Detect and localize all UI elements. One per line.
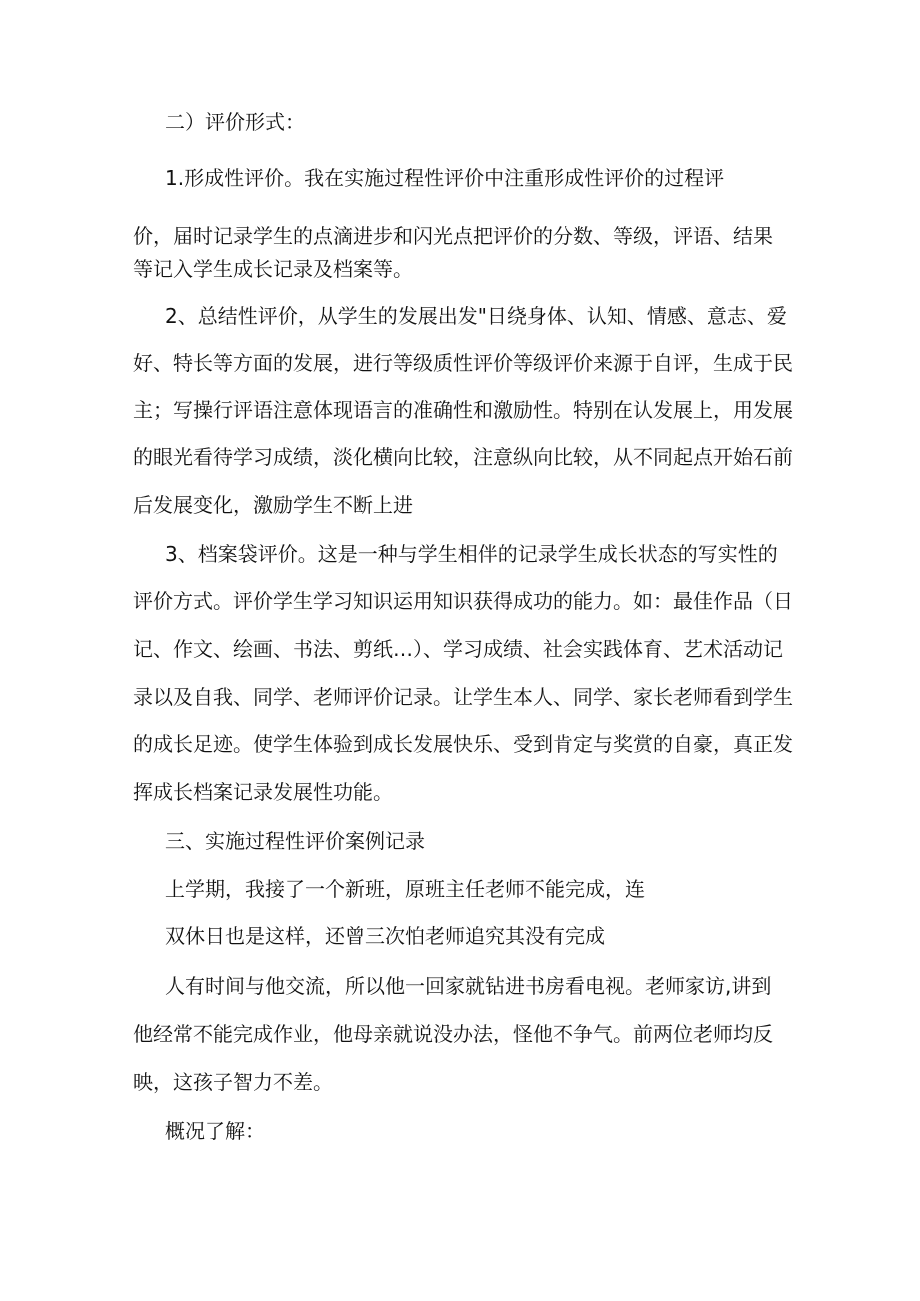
paragraph-line: 的成长足迹。使学生体验到成长发展快乐、受到肯定与奖赏的自豪，真正发 (133, 732, 793, 756)
section-heading-case-record: 三、实施过程性评价案例记录 (165, 829, 425, 853)
section-heading-overview: 概况了解： (165, 1119, 265, 1143)
paragraph-line: 记、作文、绘画、书法、剪纸…）、学习成绩、社会实践体育、艺术活动记 (133, 637, 783, 661)
paragraph-line: 录以及自我、同学、老师评价记录。让学生本人、同学、家长老师看到学生 (133, 685, 793, 709)
paragraph-line: 后发展变化，激励学生不断上进 (133, 493, 413, 517)
paragraph-line: 等记入学生成长记录及档案等。 (133, 257, 413, 281)
paragraph-line: 双休日也是这样，还曾三次怕老师追究其没有完成 (165, 924, 605, 948)
paragraph-line: 评价方式。评价学生学习知识运用知识获得成功的能力。如：最佳作品（日 (133, 589, 793, 613)
paragraph-line: 主；写操行评语注意体现语言的准确性和激励性。特别在认发展上，用发展 (133, 398, 793, 422)
section-heading-evaluation-form: 二）评价形式： (165, 110, 305, 134)
paragraph-line: 他经常不能完成作业，他母亲就说没办法，怪他不争气。前两位老师均反 (133, 1022, 773, 1046)
paragraph-line: 人有时间与他交流，所以他一回家就钻进书房看电视。老师家访,讲到 (165, 974, 772, 998)
paragraph-line: 挥成长档案记录发展性功能。 (133, 780, 393, 804)
paragraph-line: 的眼光看待学习成绩，淡化横向比较，注意纵向比较，从不同起点开始石前 (133, 445, 793, 469)
paragraph-line: 2、总结性评价，从学生的发展出发"日绕身体、认知、情感、意志、爱 (165, 304, 787, 328)
paragraph-line: 价，届时记录学生的点滴进步和闪光点把评价的分数、等级，评语、结果 (133, 224, 773, 248)
paragraph-line: 1.形成性评价。我在实施过程性评价中注重形成性评价的过程评 (165, 166, 725, 190)
paragraph-line: 上学期，我接了一个新班，原班主任老师不能完成，连 (165, 877, 645, 901)
paragraph-line: 好、特长等方面的发展，进行等级质性评价等级评价来源于自评，生成于民 (133, 351, 793, 375)
paragraph-line: 3、档案袋评价。这是一种与学生相伴的记录学生成长状态的写实性的 (165, 542, 778, 566)
paragraph-line: 映，这孩子智力不差。 (133, 1070, 333, 1094)
